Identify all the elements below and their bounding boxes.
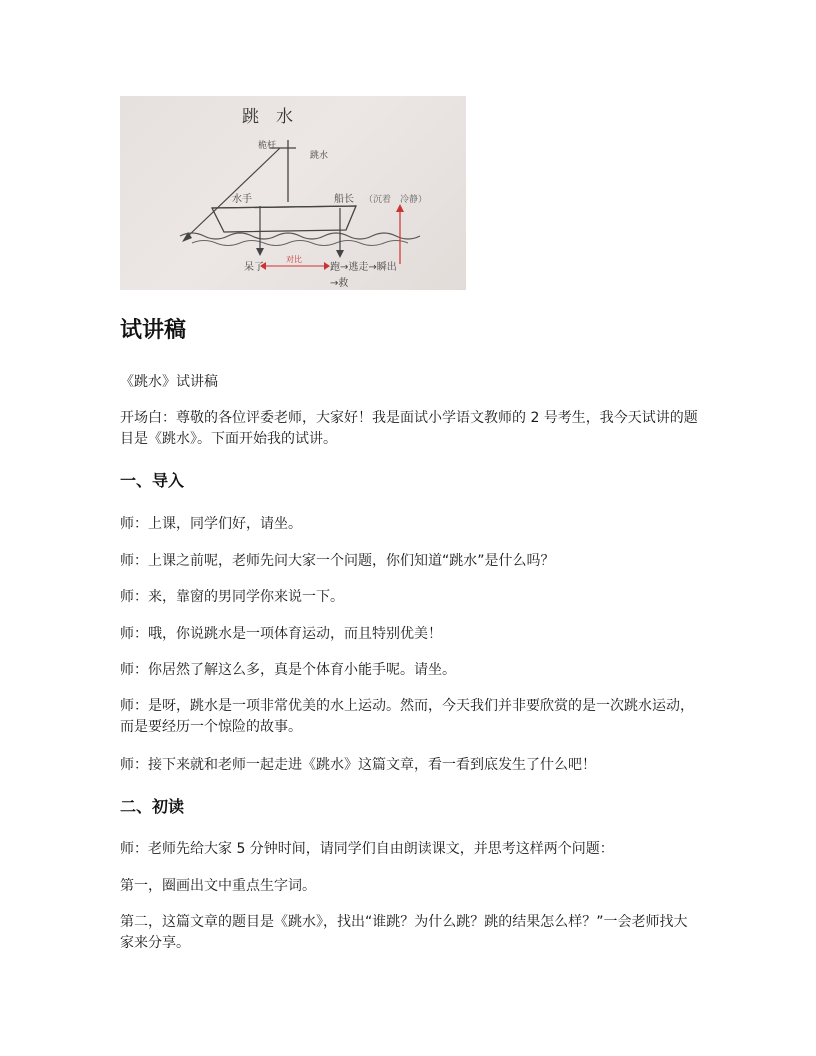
paragraph: 师：接下来就和老师一起走进《跳水》这篇文章，看一看到底发生了什么吧！	[120, 757, 596, 773]
paragraph: 师：上课之前呢，老师先问大家一个问题，你们知道“跳水”是什么吗？	[120, 553, 555, 569]
paragraph: 师：上课，同学们好，请坐。	[120, 516, 302, 532]
escape-label: 跑→逃走→瞬出	[330, 262, 397, 273]
hand-drawn-diagram	[120, 96, 466, 290]
jump-label: 跳水	[310, 151, 329, 161]
page-title: 试讲稿	[120, 318, 187, 343]
paragraph: 第二，这篇文章的题目是《跳水》，找出“谁跳？为什么跳？跳的结果怎么样？”一会老师找大家来分享。	[120, 914, 688, 951]
paragraph: 师：老师先给大家 5 分钟时间，请同学们自由朗读课文，并思考这样两个问题：	[120, 841, 614, 857]
intro-paragraph: 开场白：尊敬的各位评委老师，大家好！我是面试小学语文教师的 2 号考生，我今天试讲的题目是《跳水》。下面开始我的试讲。	[120, 410, 698, 447]
mast-label: 桅杆	[258, 141, 277, 151]
catch-label: →救	[330, 278, 349, 289]
section-heading-intro: 一、导入	[120, 471, 185, 490]
scared-label: 呆了	[244, 262, 264, 273]
figure-title: 跳 水	[242, 107, 293, 127]
ship-note: （沉着 冷静）	[364, 195, 428, 205]
paragraph: 师：来，靠窗的男同学你来说一下。	[120, 589, 344, 605]
diagram-photo	[120, 96, 466, 290]
paragraph: 师：是呀，跳水是一项非常优美的水上运动。然而，今天我们并非要欣赏的是一次跳水运动，而是要经历一个惊险的故事。	[120, 698, 694, 735]
ship-label: 船长	[334, 194, 354, 205]
paragraph: 师：你居然了解这么多，真是个体育小能手呢。请坐。	[120, 662, 456, 678]
paragraph: 第一，圈画出文中重点生字词。	[120, 878, 316, 894]
paragraph: 师：哦，你说跳水是一项体育运动，而且特别优美！	[120, 626, 442, 642]
contrast-label: 对比	[286, 255, 302, 264]
subtitle: 《跳水》试讲稿	[120, 374, 218, 390]
sailor-label: 水手	[232, 194, 252, 205]
section-heading-first-reading: 二、初读	[120, 797, 185, 816]
